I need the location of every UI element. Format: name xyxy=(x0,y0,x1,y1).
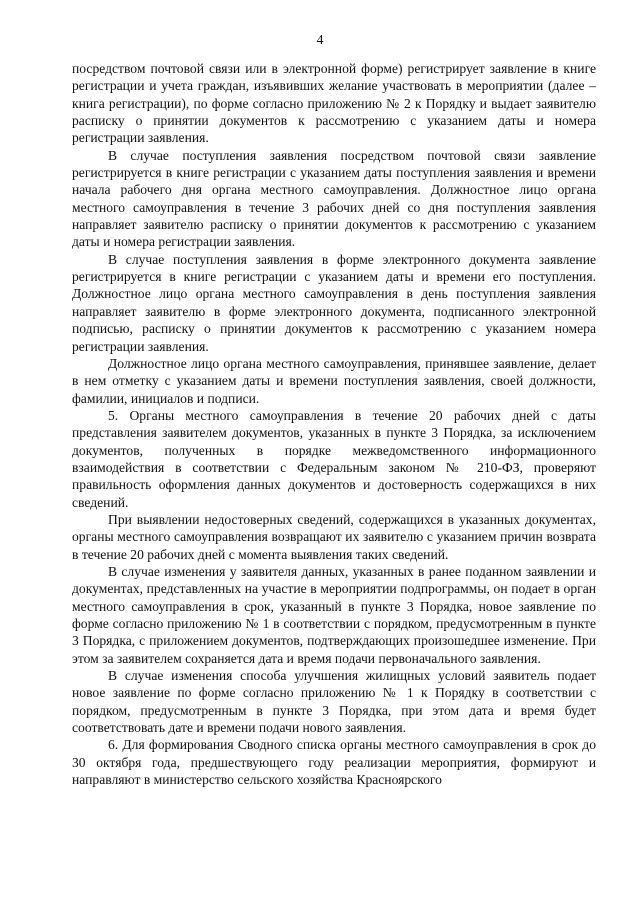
paragraph: 6. Для формирования Сводного списка органы местного самоуправления в срок до 30 октября года, предшествующего году реализации мероприятия, формируют и направляют в министерство сельского хозяйства Красноярского xyxy=(72,737,596,788)
paragraph: посредством почтовой связи или в электронной форме) регистрирует заявление в книге регистрации и учета граждан, изъявивших желание участвовать в мероприятии (далее – книга регистрации), по форме согласно приложению № 2 к Порядку и выдает заявителю расписку о принятии документов к рассмотрению с указанием даты и номера регистрации заявления. xyxy=(72,61,596,146)
page-number: 4 xyxy=(316,32,324,47)
paragraph: В случае изменения у заявителя данных, указанных в ранее поданном заявлении и документах, представленных на участие в мероприятии подпрограммы, он подает в орган местного самоуправления в срок, указанный в пункте 3 Порядка, новое заявление по форме согласно приложению № 1 в соответствии с порядком, предусмотренным в пункте 3 Порядка, с приложением документов, подтверждающих произошедшее изменение. При этом за заявителем сохраняется дата и время подачи первоначального заявления. xyxy=(72,563,596,666)
paragraph: 5. Органы местного самоуправления в течение 20 рабочих дней с даты представления заявителем документов, указанных в пункте 3 Порядка, за исключением документов, полученных в порядке межведомственного информационного взаимодействия в соответствии с Федеральным законом № 210-ФЗ, проверяют правильность оформления данных документов и достоверность содержащихся в них сведений. xyxy=(72,407,596,510)
document-body xyxy=(72,60,596,788)
paragraph: В случае поступления заявления посредством почтовой связи заявление регистрируется в книге регистрации с указанием даты поступления заявления и времени начала рабочего дня органа местного самоуправления. Должностное лицо органа местного самоуправления в течение 3 рабочих дней со дня поступления заявления направляет заявителю расписку о принятии документов к рассмотрению с указанием даты и номера регистрации заявления. xyxy=(72,147,596,250)
paragraph: Должностное лицо органа местного самоуправления, принявшее заявление, делает в нем отметку с указанием даты и времени поступления заявления, своей должности, фамилии, инициалов и подписи. xyxy=(72,355,596,406)
paragraph: В случае изменения способа улучшения жилищных условий заявитель подает новое заявление по форме согласно приложению № 1 к Порядку в соответствии с порядком, предусмотренным в пункте 3 Порядка, при этом дата и время будет соответствовать дате и времени подачи нового заявления. xyxy=(72,668,596,736)
paragraph: При выявлении недостоверных сведений, содержащихся в указанных документах, органы местного самоуправления возвращают их заявителю с указанием причин возврата в течение 20 рабочих дней с момента выявления таких сведений. xyxy=(72,511,596,562)
paragraph: В случае поступления заявления в форме электронного документа заявление регистрируется в книге регистрации с указанием даты и времени его поступления. Должностное лицо органа местного самоуправления в день поступления заявления направляет заявителю в форме электронного документа, подписанного электронной подписью, расписку о принятии документов к рассмотрению с указанием номера регистрации заявления. xyxy=(72,251,596,354)
